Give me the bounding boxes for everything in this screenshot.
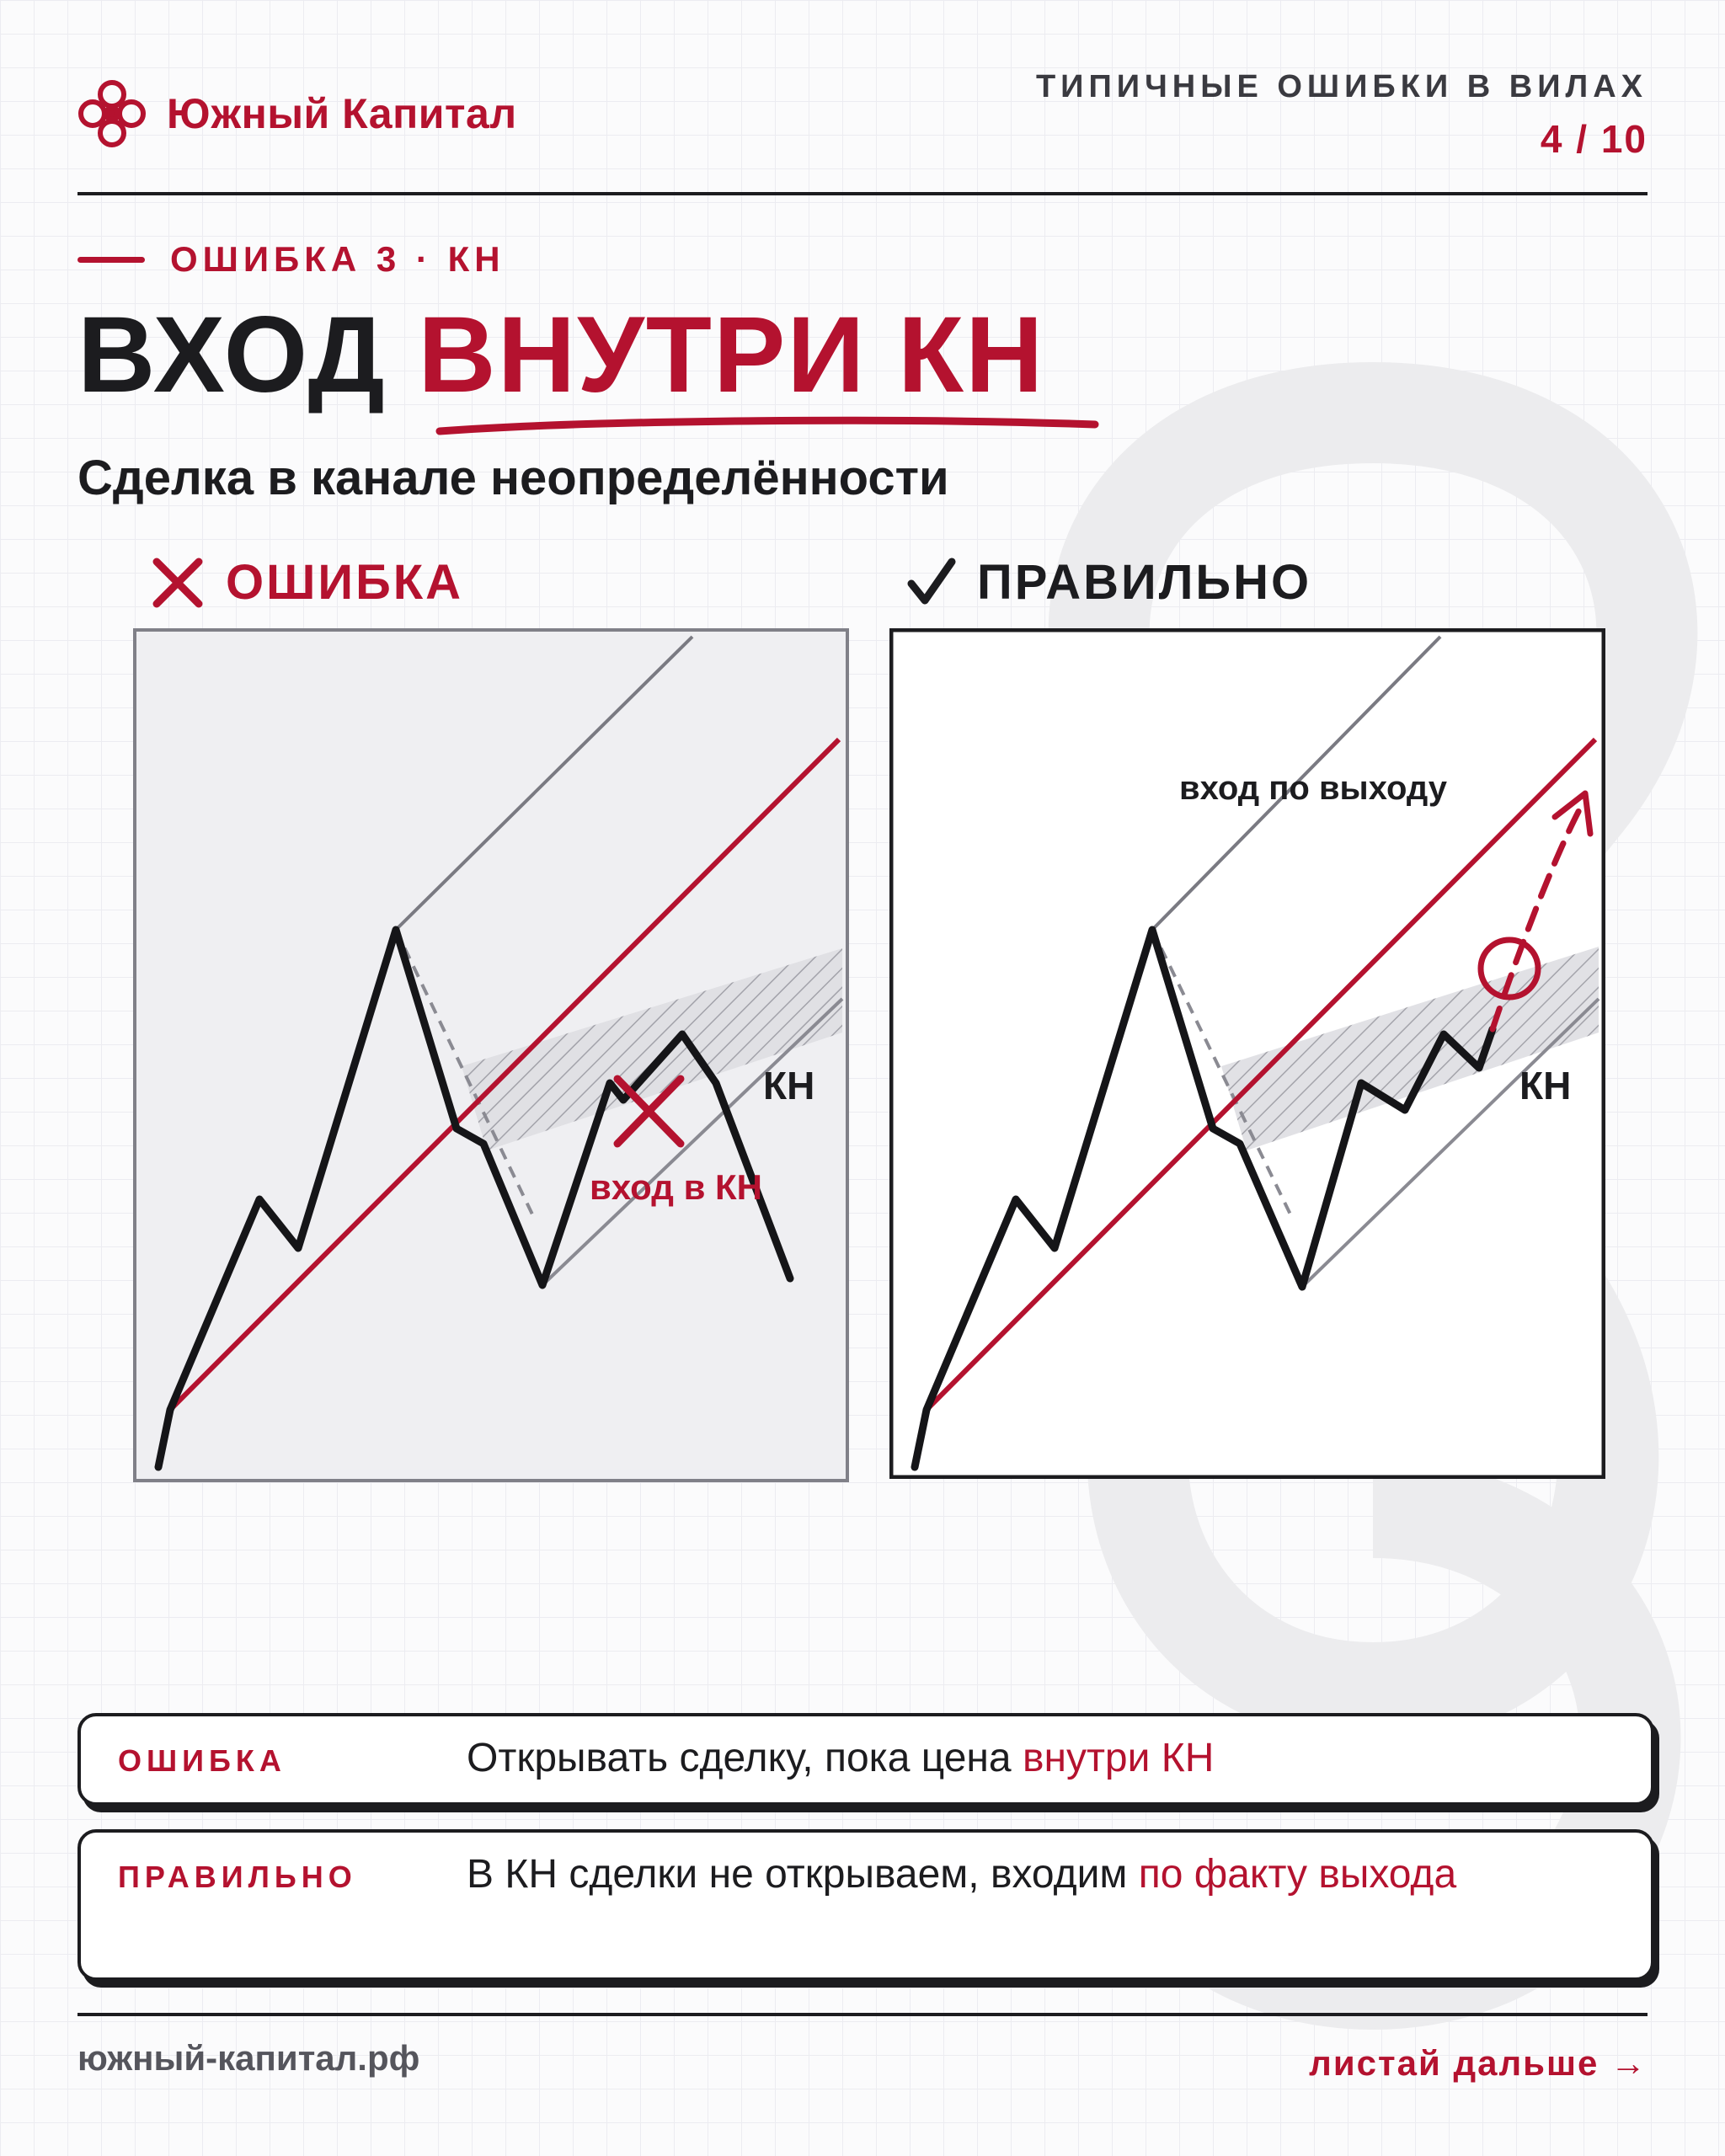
wrong-label-text: ОШИБКА [226,555,464,610]
error-summary-card [77,1713,1654,1806]
footer-url-link[interactable]: южный-капитал.рф [77,2038,420,2078]
footer-divider [77,2013,1648,2016]
clover-knot-icon [76,77,148,150]
right-annotation: вход по выходу [1179,770,1447,807]
wrong-panel-label [150,554,463,611]
brand-name: Южный Капитал [167,90,517,137]
page-title [77,296,1044,415]
wrong-chart-canvas [133,628,849,1482]
correct-text-plain: В КН сделки не открываем, входим [467,1852,1139,1897]
right-zone-label: КН [1519,1064,1572,1107]
series-title: ТИПИЧНЫЕ ОШИБКИ В ВИЛАХ [1035,69,1648,104]
title-plain: ВХОД [77,295,387,415]
correct-card-text [467,1847,1578,1903]
error-text-plain: Открывать сделку, пока цена [467,1736,1023,1780]
right-chart [889,628,1605,1479]
error-text-accent: внутри КН [1022,1736,1215,1780]
kicker [77,239,505,280]
wrong-annotation: вход в КН [590,1167,763,1207]
correct-summary-card [77,1829,1654,1981]
error-card-text [467,1731,1578,1786]
title-underline [435,411,1100,445]
correct-card-label: ПРАВИЛЬНО [118,1860,357,1894]
right-chart-canvas [889,628,1605,1479]
page-number: 4 / 10 [1540,117,1648,161]
right-label-text: ПРАВИЛЬНО [977,555,1312,610]
title-accent: ВНУТРИ КН [418,295,1045,415]
check-icon [906,555,957,611]
correct-text-accent: по факту выхода [1138,1852,1457,1897]
wrong-chart [133,628,849,1482]
right-panel-label [906,554,1311,611]
brand-logo [76,77,517,150]
kicker-text: ОШИБКА 3 · КН [170,239,505,279]
page-subtitle: Сделка в канале неопределённости [77,451,949,505]
wrong-zone-label: КН [763,1064,815,1107]
error-card-label: ОШИБКА [118,1743,286,1778]
next-page-link[interactable]: листай дальше → [1309,2043,1648,2083]
header-divider [77,192,1648,195]
kicker-line [77,257,145,263]
cross-icon [150,555,206,611]
